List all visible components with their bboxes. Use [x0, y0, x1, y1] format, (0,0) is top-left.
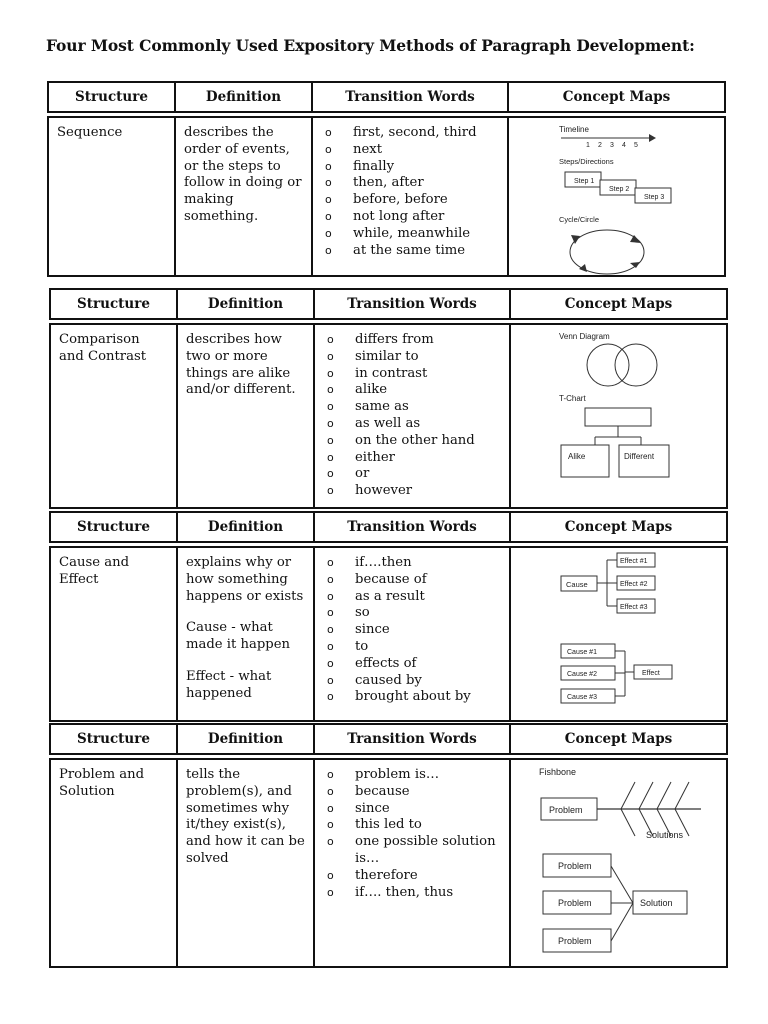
concept-map-cell: [510, 324, 727, 508]
transition-word: o as a result: [327, 588, 425, 604]
timeline-number: 2: [598, 142, 602, 149]
header-row: [50, 724, 727, 754]
cycle-arrow-icon: [630, 262, 640, 268]
sequence-table: [47, 81, 726, 277]
venn-label: Venn Diagram: [559, 332, 610, 341]
cause-label: Cause #3: [567, 694, 597, 701]
transition-word: o first, second, third: [325, 125, 477, 140]
venn-circle-left: [587, 344, 629, 386]
concept-maps-header: Concept Maps: [510, 512, 727, 542]
transition-word: o next: [325, 141, 383, 157]
step-label: Step 1: [574, 178, 595, 185]
transition-word: o this led to: [327, 817, 422, 833]
fishbone-bone: [657, 782, 671, 809]
definition-text: tells the problem(s), and sometimes why it/they exist(s), and how it can be solved: [186, 767, 305, 866]
header-row: [48, 82, 725, 112]
transition-word: o similar to: [327, 348, 419, 364]
timeline-number: 4: [622, 142, 626, 149]
transition-word: o therefore: [327, 867, 418, 883]
problem-label: Problem: [558, 861, 592, 871]
alike-box: [561, 445, 609, 477]
transition-words-header: Transition Words: [314, 512, 510, 542]
different-label: Different: [624, 452, 655, 461]
transition-word: o alike: [327, 382, 388, 398]
definition-text: Cause - what made it happen: [186, 620, 291, 653]
page-title: Four Most Commonly Used Expository Methods of Paragraph Development:: [46, 36, 695, 55]
transition-words-header: Transition Words: [312, 82, 508, 112]
structure-header: Structure: [50, 512, 177, 542]
transition-words-cell: [314, 324, 510, 508]
transition-word: o problem is…: [327, 767, 440, 782]
method-row: [50, 324, 727, 508]
timeline-number: 1: [586, 142, 590, 149]
transition-words-header: Transition Words: [314, 289, 510, 319]
solutions-label: Solutions: [646, 830, 684, 840]
transition-word: o while, meanwhile: [325, 225, 471, 241]
timeline-number: 3: [610, 142, 614, 149]
cycle-arrow-icon: [630, 235, 641, 243]
transition-word: o if…. then, thus: [327, 884, 454, 900]
definition-header: Definition: [177, 512, 314, 542]
definition-text: explains why or how something happens or exists: [186, 555, 304, 604]
transition-word: o before, before: [325, 192, 448, 208]
transition-word: o same as: [327, 399, 409, 415]
definition-cell: [177, 759, 314, 967]
transition-words-cell: [314, 547, 510, 721]
method-row: [50, 759, 727, 967]
structure-header: Structure: [48, 82, 175, 112]
timeline-label: Timeline: [559, 125, 589, 134]
timeline-number: 5: [634, 142, 638, 149]
concept-maps-header: Concept Maps: [510, 289, 727, 319]
structure-cell: Problem and Solution: [50, 759, 177, 967]
cause-label: Cause: [566, 580, 588, 589]
transition-word: o because of: [327, 571, 427, 587]
effect-label: Effect #3: [620, 604, 648, 611]
transition-words-list: [321, 125, 499, 259]
transition-words-list: [323, 555, 501, 706]
definition-cell: [177, 324, 314, 508]
steps-label: Steps/Directions: [559, 157, 614, 166]
problem-solution-concept-map: [511, 760, 724, 966]
fishbone-bone: [675, 782, 689, 809]
transition-word: o either: [327, 449, 395, 465]
transition-word: o however: [327, 483, 413, 499]
fishbone-bone: [639, 782, 653, 809]
structure-cell: Cause and Effect: [50, 547, 177, 721]
definition-text: describes how two or more things are alike and/or different.: [186, 332, 296, 398]
different-box: [619, 445, 669, 477]
definition-cell: [177, 547, 314, 721]
transition-words-list: [323, 767, 501, 901]
transition-word: o finally: [325, 158, 395, 174]
transition-word: o differs from: [327, 332, 434, 347]
problem-solution-table: [49, 723, 728, 968]
definition-header: Definition: [175, 82, 312, 112]
solution-label: Solution: [640, 898, 673, 908]
structure-header: Structure: [50, 724, 177, 754]
tchart-top-box: [585, 408, 651, 426]
transition-word: o brought about by: [327, 689, 471, 705]
structure-header: Structure: [50, 289, 177, 319]
concept-maps-header: Concept Maps: [508, 82, 725, 112]
transition-word: o one possible solution is…: [327, 834, 496, 866]
fishbone-bone: [621, 809, 635, 836]
cause-label: Cause #2: [567, 671, 597, 678]
solution-connector: [611, 903, 633, 941]
sequence-concept-map: [509, 118, 722, 275]
transition-word: o because: [327, 783, 410, 799]
transition-word: o to: [327, 638, 369, 654]
fishbone-bone: [621, 782, 635, 809]
transition-words-cell: [314, 759, 510, 967]
cycle-arrow-icon: [579, 264, 587, 272]
effect-label: Effect #1: [620, 558, 648, 565]
transition-word: o effects of: [327, 655, 417, 671]
transition-word: o then, after: [325, 175, 424, 191]
transition-word: o so: [327, 605, 370, 621]
structure-cell: Comparison and Contrast: [50, 324, 177, 508]
effect-label: Effect #2: [620, 581, 648, 588]
method-row: [50, 547, 727, 721]
header-row: [50, 512, 727, 542]
header-row: [50, 289, 727, 319]
transition-words-header: Transition Words: [314, 724, 510, 754]
cause-effect-table: [49, 511, 728, 722]
method-row: [48, 117, 725, 276]
timeline-arrow-icon: [649, 134, 656, 142]
transition-word: o not long after: [325, 208, 445, 224]
concept-maps-header: Concept Maps: [510, 724, 727, 754]
alike-label: Alike: [568, 452, 586, 461]
structure-cell: Sequence: [48, 117, 175, 276]
cycle-label: Cycle/Circle: [559, 215, 600, 224]
transition-word: o on the other hand: [327, 432, 475, 448]
cause-label: Cause #1: [567, 649, 597, 656]
transition-word: o as well as: [327, 415, 421, 431]
transition-word: o or: [327, 466, 370, 482]
definition-header: Definition: [177, 289, 314, 319]
transition-word: o in contrast: [327, 365, 428, 381]
problem-label: Problem: [558, 898, 592, 908]
fishbone-label: Fishbone: [539, 767, 577, 777]
transition-words-list: [323, 332, 501, 500]
comparison-concept-map: [511, 325, 724, 507]
transition-word: o if….then: [327, 555, 412, 570]
concept-map-cell: [508, 117, 725, 276]
cause-effect-concept-map: [511, 548, 724, 720]
transition-words-cell: [312, 117, 508, 276]
definition-header: Definition: [177, 724, 314, 754]
transition-word: o at the same time: [325, 242, 466, 258]
cycle-arrow-icon: [571, 235, 580, 244]
step-label: Step 2: [609, 186, 630, 193]
problem-label: Problem: [549, 805, 583, 815]
effect-label: Effect: [642, 670, 660, 677]
definition-text: describes the order of events, or the steps to follow in doing or making something.: [184, 125, 302, 224]
problem-label: Problem: [558, 936, 592, 946]
transition-word: o since: [327, 622, 390, 638]
step-label: Step 3: [644, 194, 665, 201]
comparison-contrast-table: [49, 288, 728, 509]
concept-map-cell: [510, 759, 727, 967]
transition-word: o since: [327, 800, 390, 816]
concept-map-cell: [510, 547, 727, 721]
definition-cell: [175, 117, 312, 276]
solution-connector: [611, 866, 633, 903]
transition-word: o caused by: [327, 672, 422, 688]
definition-text: Effect - what happened: [186, 668, 272, 701]
venn-circle-right: [615, 344, 657, 386]
tchart-label: T-Chart: [559, 394, 586, 403]
